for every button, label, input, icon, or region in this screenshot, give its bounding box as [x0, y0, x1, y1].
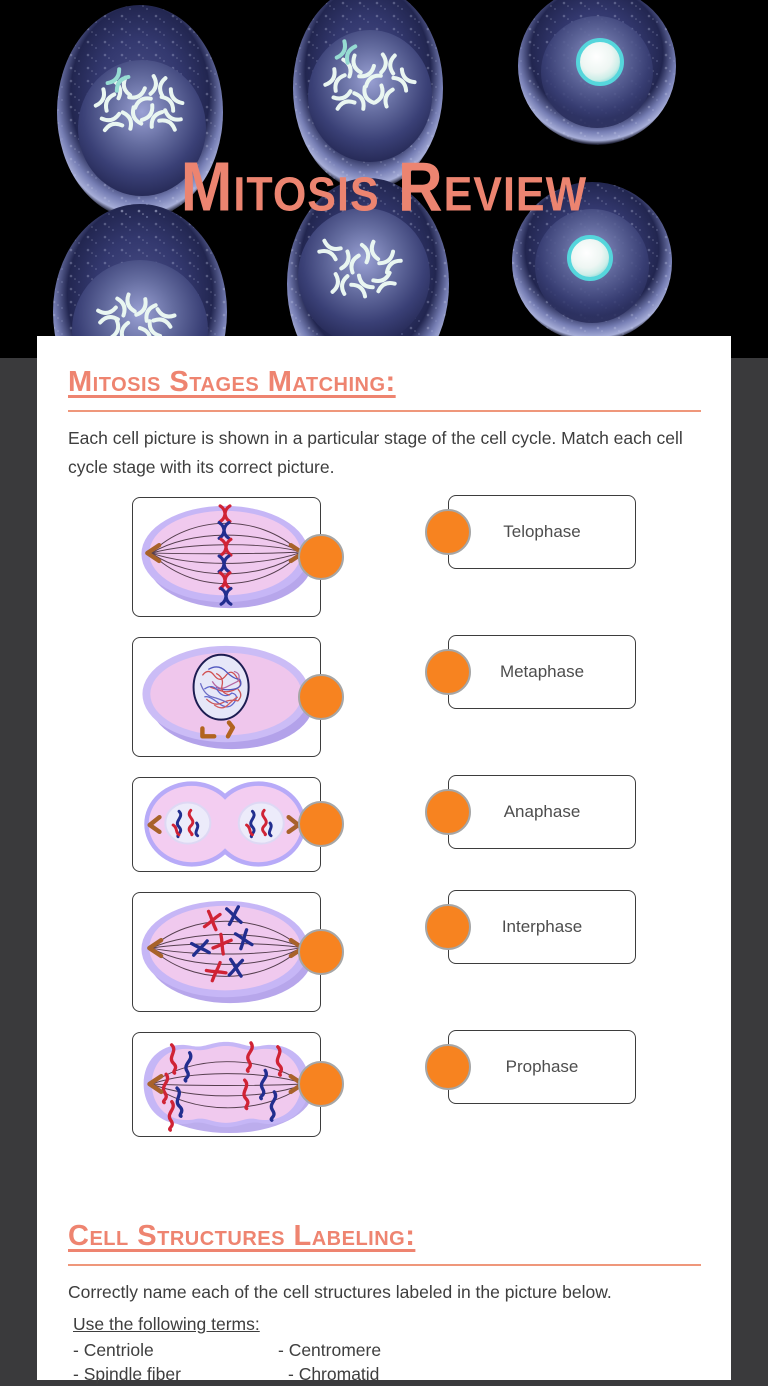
match-image-box-4 [132, 892, 321, 1012]
nucleolus [578, 40, 622, 84]
match-connector-dot-image-3[interactable] [298, 801, 344, 847]
match-connector-dot-label-3[interactable] [425, 789, 471, 835]
matching-instructions: Each cell picture is shown in a particular stage of the cell cycle. Match each cell cycle stage with its correct picture. [68, 428, 683, 477]
match-label-text: Interphase [501, 917, 583, 936]
match-image-box-2 [132, 637, 321, 757]
match-label-text: Anaphase [503, 802, 581, 821]
anaphase-cell-diagram [133, 1033, 320, 1136]
page-title: Mitosis Review [180, 148, 588, 227]
interphase-cell-diagram [133, 638, 320, 756]
match-connector-dot-label-1[interactable] [425, 509, 471, 555]
match-label-text: Prophase [505, 1057, 579, 1076]
term-spindle-fiber: - Spindle fiber [73, 1364, 181, 1384]
worksheet-card [37, 336, 731, 1384]
match-image-box-5 [132, 1032, 321, 1137]
match-connector-dot-label-5[interactable] [425, 1044, 471, 1090]
match-image-box-1 [132, 497, 321, 617]
term-centriole: - Centriole [73, 1340, 154, 1360]
labeling-instructions: Correctly name each of the cell structures labeled in the picture below. [68, 1282, 612, 1302]
match-image-box-3 [132, 777, 321, 872]
term-centromere: - Centromere [278, 1340, 382, 1360]
match-label-box-anaphase[interactable] [448, 775, 636, 849]
match-label-text: Telophase [503, 522, 581, 541]
match-connector-dot-image-5[interactable] [298, 1061, 344, 1107]
nucleolus [569, 237, 611, 279]
match-connector-dot-image-4[interactable] [298, 929, 344, 975]
match-connector-dot-image-1[interactable] [298, 534, 344, 580]
telophase-cell-diagram [133, 778, 320, 871]
metaphase-cell-diagram [133, 498, 320, 616]
terms-heading: Use the following terms: [73, 1314, 260, 1334]
match-label-box-metaphase[interactable] [448, 635, 636, 709]
section-divider-line [68, 410, 701, 412]
match-label-box-prophase[interactable] [448, 1030, 636, 1104]
prometaphase-cell-diagram [133, 893, 320, 1011]
match-connector-dot-label-4[interactable] [425, 904, 471, 950]
match-connector-dot-label-2[interactable] [425, 649, 471, 695]
section-divider-line [68, 1264, 701, 1266]
term-chromatid: - Chromatid [288, 1364, 380, 1384]
match-connector-dot-image-2[interactable] [298, 674, 344, 720]
match-label-text: Metaphase [499, 662, 585, 681]
labeling-section-heading: Cell Structures Labeling: [68, 1220, 416, 1252]
match-label-box-telophase[interactable] [448, 495, 636, 569]
banner-header [0, 0, 768, 358]
match-label-box-interphase[interactable] [448, 890, 636, 964]
matching-section-heading: Mitosis Stages Matching: [68, 366, 396, 398]
